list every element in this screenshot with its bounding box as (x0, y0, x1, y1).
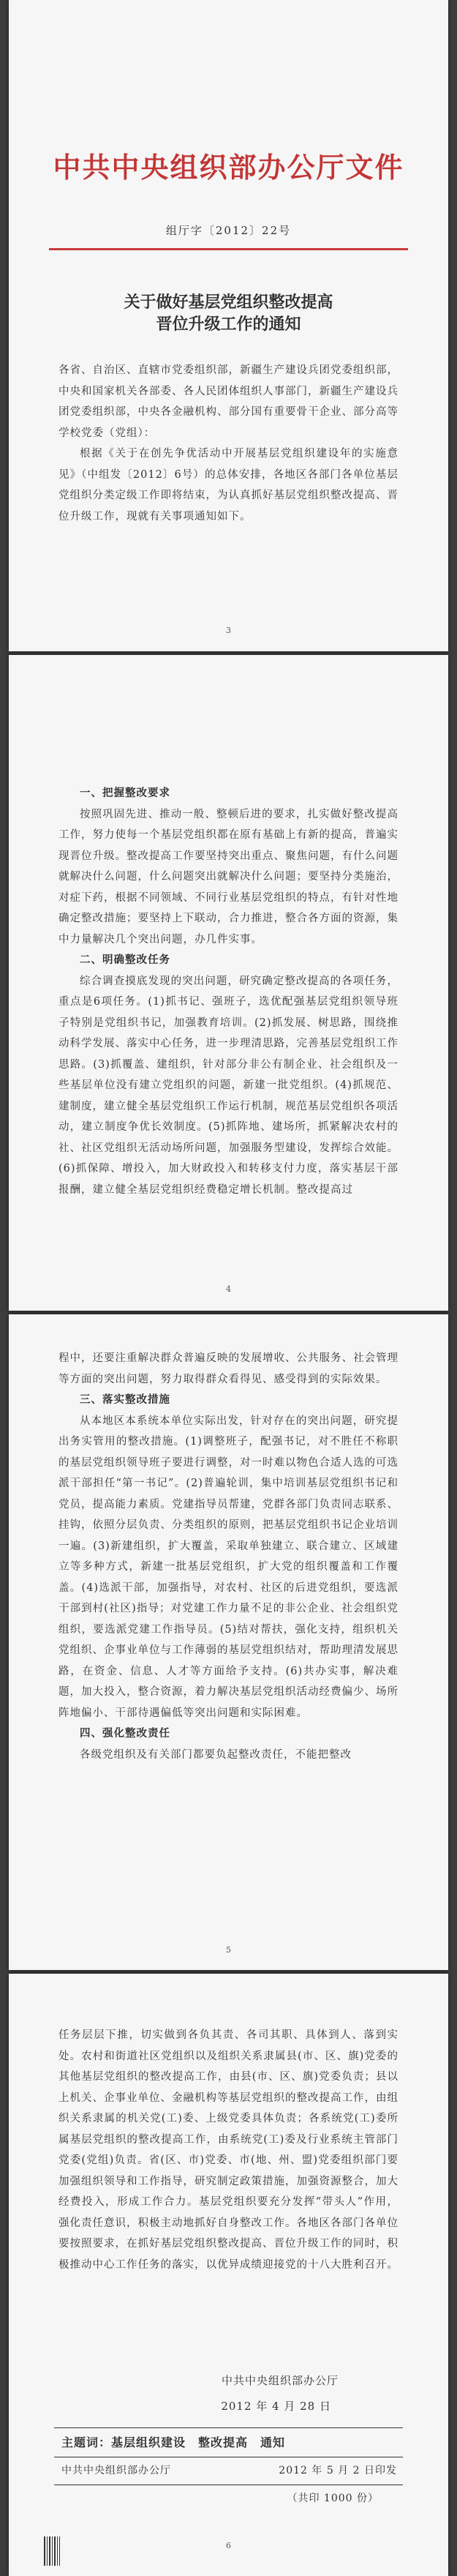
document-header-title: 中共中央组织部办公厅文件 (53, 151, 404, 184)
intro-paragraph: 根据《关于在创先争优活动中开展基层党组织建设年的实施意见》（中组发〔2012〕6号）的总体安排，各地区各部门各单位基层党组织分类定级工作即将结束，为认真抓好基层党组织整改提高、晋位升级工作，现就有关事项通知如下。 (58, 448, 399, 523)
barcode-icon (44, 2536, 60, 2566)
issuing-organization: 中共中央组织部办公厅 (61, 2465, 171, 2476)
document-title-line-1: 关于做好基层党组织整改提高 (124, 293, 333, 312)
document-page-3 (9, 1314, 448, 1970)
section-paragraph: 综合调查摸底发现的突出问题，研究确定整改提高的各项任务，重点是6项任务。(1)抓书记、强班子，选优配强基层党组织领导班子特别是党组织书记，加强教育培训。(2)抓发展、树思路，围绕推动科学发展、落实中心任务，进一步理清思路，完善基层党组织工作思路。(3)抓覆盖、建组织，针对部分非公有制企业、社会组织及一些基层单位没有建立党组织的问题，新建一批党组织。(4)抓规范、建制度，建立健全基层党组织工作运行机制，规范基层党组织各项活动，建立制度争优长效制度。(5)抓阵地、建场所，抓紧解决农村的社、社区党组织无活动场所问题，加强服务型建设，发挥综合效能。(6)抓保障、增投入，加大财政投入和转移支付力度，落实基层干部报酬，建立健全基层党组织经费稳定增长机制。整改提高过 (58, 975, 399, 1196)
red-divider-line (49, 248, 408, 250)
signature-organization: 中共中央组织部办公厅 (221, 2374, 339, 2387)
page-number: 5 (226, 1945, 231, 1955)
signature-date: 2012 年 4 月 28 日 (221, 2400, 331, 2413)
recipients-paragraph: 各省、自治区、直辖市党委组织部，新疆生产建设兵团党委组织部，中央和国家机关各部委、各人民团体组织人事部门，新疆生产建设兵团党委组织部，中央各金融机构、部分国有重要骨干企业、部分高等学校党委（党组）： (58, 364, 399, 439)
document-page-4 (9, 1974, 448, 2576)
body-text (58, 2025, 399, 2275)
section-heading: 三、落实整改措施 (80, 1393, 170, 1406)
section-paragraph: 从本地区本系统本单位实际出发，针对存在的突出问题，研究提出务实管用的整改措施。(1)调整班子，配强书记，对不胜任不称职的基层党组织领导班子要进行调整，对一时难以物色合适人选的可选派干部担任“第一书记”。(2)普遍轮训，集中培训基层党组织书记和党员，提高能力素质。党建指导员帮建，党群各部门负责同志联系、挂钩，依照分层负责、分类组织的原则，把基层党组织书记企业培训一遍。(3)新建组织，扩大覆盖，采取单独建立、联合建立、区域建立等多种方式，新建一批基层党组织，扩大党的组织覆盖和工作覆盖。(4)选派干部，加强指导，对农村、社区的后进党组织，要选派干部到村(社区)指导；对党建工作力量不足的非公企业、社会组织党组织，要选派党建工作指导员。(5)结对帮扶，强化支持，组织机关党组织、企事业单位与工作薄弱的基层党组织结对，帮助理清发展思路，在资金、信息、人才等方面给予支持。(6)共办实事，解决难题，加大投入，整合资源，着力解决基层党组织活动经费偏少、场所阵地偏小、干部待遇偏低等突出问题和实际困难。 (58, 1415, 399, 1719)
continued-paragraph: 任务层层下推，切实做到各负其责、各司其职、具体到人、落到实处。农村和街道社区党组织以及组织关系隶属县(市、区、旗)党委的其他基层党组织的整改提高工作，由县(市、区、旗)党委负责；县以上机关、企事业单位、金融机构等基层党组织的整改提高工作，由组织关系隶属的机关党(工)委、上级党委具体负责；各系统党(工)委所属基层党组织的整改提高工作，由系统党(工)委及行业系统主管部门党委(党组)负责。省(区、市)党委、市(地、州、盟)党委组织部门要加强组织领导和工作指导，研究制定政策措施，加强资源整合，加大经费投入，形成工作合力。基层党组织要充分发挥“带头人”作用，强化责任意识，积极主动地抓好自身整改工作。各地区各部门各单位要按照要求，在抓好基层党组织整改提高、晋位升级工作的同时，积极推动中心工作任务的落实，以优异成绩迎接党的十八大胜利召开。 (58, 2029, 399, 2271)
subject-keywords: 主题词：基层组织建设 整改提高 通知 (61, 2435, 286, 2449)
page-number: 3 (226, 626, 231, 635)
divider-line (54, 2427, 403, 2428)
section-paragraph: 按照巩固先进、推动一般、整顿后进的要求，扎实做好整改提高工作，努力使每一个基层党组织都在原有基础上有新的提高，普遍实现晋位升级。整改提高工作要坚持突出重点、聚焦问题，有什么问题就解决什么问题，什么问题突出就解决什么问题；要坚持分类施治，对症下药，根据不同领域、不同行业基层党组织的特点，有针对性地确定整改措施；要坚持上下联动，合力推进，整合各方面的资源，集中力量解决几个突出问题，办几件实事。 (58, 808, 399, 946)
continued-paragraph: 程中，还要注重解决群众普遍反映的发展增收、公共服务、社会管理等方面的突出问题，努力取得群众看得见、感受得到的实际效果。 (58, 1352, 399, 1385)
document-page-1 (9, 0, 448, 651)
document-page-2 (9, 655, 448, 1311)
document-number: 组厅字〔2012〕22号 (165, 224, 292, 237)
body-text (58, 1348, 399, 1765)
document-title-line-2: 晋位升级工作的通知 (156, 315, 301, 334)
section-heading: 一、把握整改要求 (80, 787, 170, 799)
page-number: 4 (226, 1284, 231, 1294)
page-number: 6 (226, 2541, 231, 2550)
section-paragraph: 各级党组织及有关部门都要负起整改责任，不能把整改 (80, 1748, 352, 1761)
print-date: 2012 年 5 月 2 日印发 (279, 2465, 397, 2476)
body-text (58, 360, 399, 527)
print-copies: （共印 1000 份） (287, 2493, 379, 2504)
body-text (58, 783, 399, 1200)
section-heading: 二、明确整改任务 (80, 954, 170, 966)
section-heading: 四、强化整改责任 (80, 1727, 170, 1740)
